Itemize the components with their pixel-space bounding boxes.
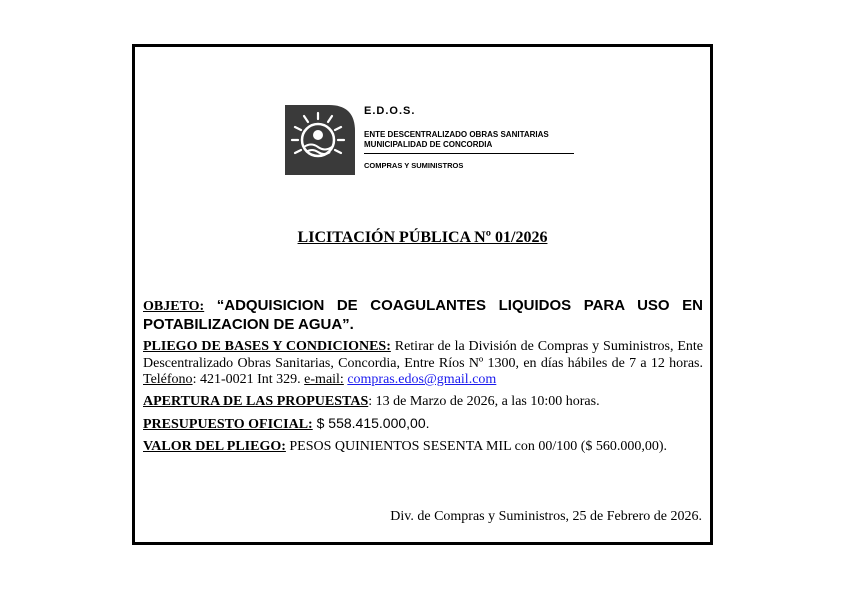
email-link[interactable]: compras.edos@gmail.com — [347, 372, 497, 387]
org-municipality: MUNICIPALIDAD DE CONCORDIA — [364, 140, 493, 149]
pliego-paragraph — [143, 339, 703, 389]
notice-title: LICITACIÓN PÚBLICA Nº 01/2026 — [297, 229, 548, 246]
org-department: COMPRAS Y SUMINISTROS — [364, 161, 464, 170]
edos-sun-logo-icon — [285, 105, 355, 175]
pliego-text: Retirar de la División de Compras y Suministros, Ente Descentralizado Obras Sanitarias, Concordia, Entre Ríos Nº 1300, en días hábiles de 7 a 12 horas. — [143, 339, 703, 371]
objeto-text: “ADQUISICION DE COAGULANTES LIQUIDOS PARA USO EN POTABILIZACION DE AGUA”. — [143, 297, 703, 333]
org-acronym: E.D.O.S. — [364, 105, 416, 117]
objeto-label: OBJETO: — [143, 299, 205, 314]
phone-text: : 421-0021 Int 329. — [192, 372, 305, 387]
presupuesto-label: PRESUPUESTO OFICIAL: — [143, 417, 313, 432]
valor-paragraph — [143, 439, 703, 456]
organization-header — [364, 105, 574, 170]
presupuesto-paragraph — [143, 415, 703, 434]
presupuesto-text: $ 558.415.000,00. — [312, 415, 430, 431]
notice-body — [143, 297, 703, 460]
org-entity-name: ENTE DESCENTRALIZADO OBRAS SANITARIAS — [364, 130, 549, 139]
org-divider — [364, 153, 574, 154]
notice-frame — [132, 44, 713, 545]
apertura-text: : 13 de Marzo de 2026, a las 10:00 horas. — [368, 393, 600, 409]
valor-label: VALOR DEL PLIEGO: — [143, 438, 286, 454]
apertura-label: APERTURA DE LAS PROPUESTAS — [143, 393, 369, 409]
signature-line: Div. de Compras y Suministros, 25 de Febrero de 2026. — [390, 509, 702, 524]
email-label: e-mail: — [304, 372, 344, 387]
apertura-paragraph — [143, 394, 703, 411]
valor-text: PESOS QUINIENTOS SESENTA MIL con 00/100 ($ 560.000,00). — [285, 438, 668, 454]
pliego-label: PLIEGO DE BASES Y CONDICIONES: — [143, 339, 391, 354]
phone-label: Teléfono — [143, 372, 193, 387]
objeto-paragraph — [143, 297, 703, 334]
